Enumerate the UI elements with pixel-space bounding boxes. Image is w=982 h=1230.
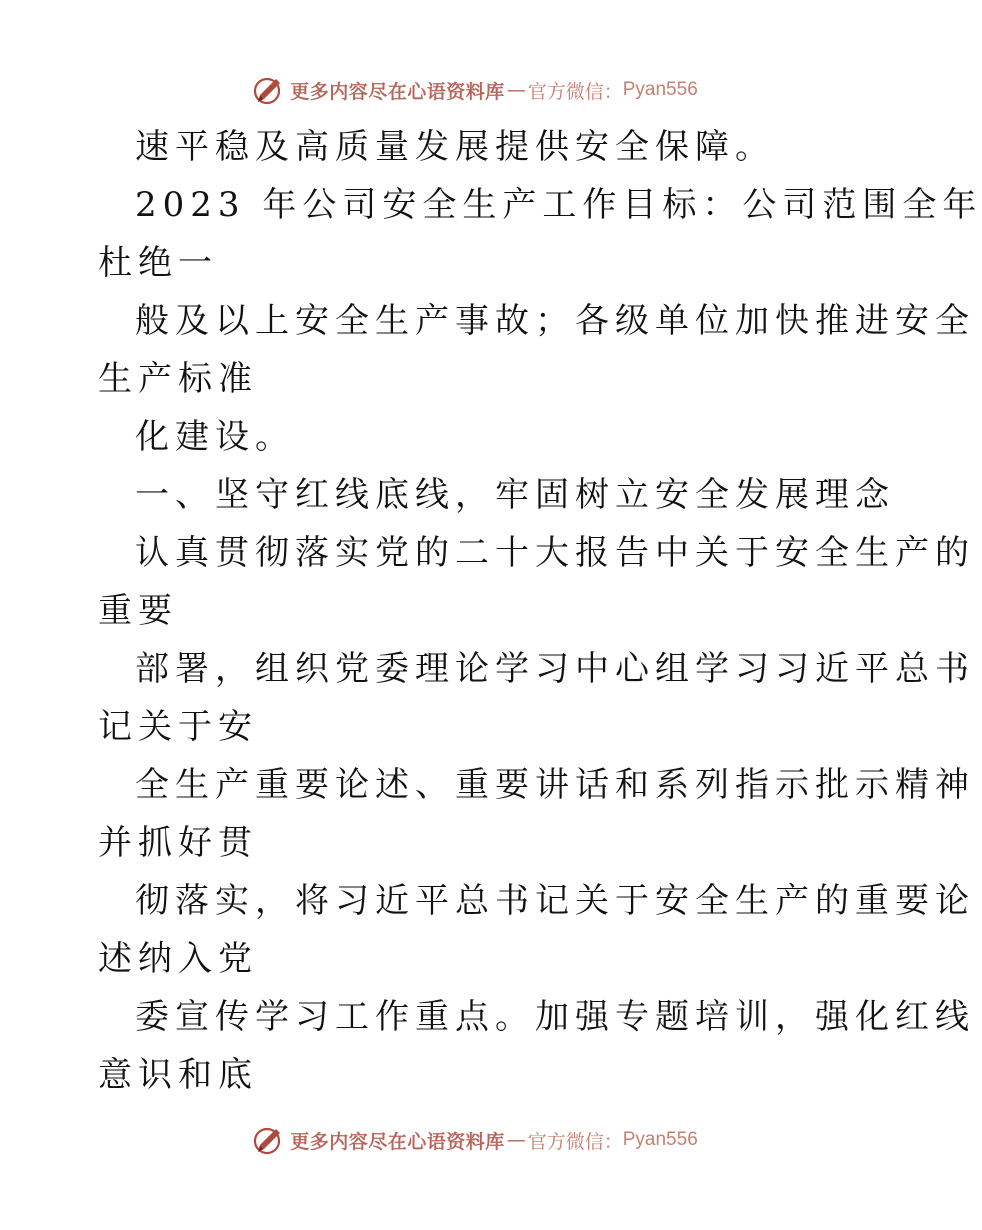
footer-watermark — [0, 1120, 950, 1160]
watermark-wechat-label: 官方微信： — [527, 1130, 623, 1153]
body-line: 并抓好贯 — [98, 823, 258, 863]
body-line: 意识和底 — [98, 1055, 258, 1095]
header-watermark — [0, 70, 950, 110]
body-line: 重要 — [98, 591, 178, 631]
body-line: 速平稳及高质量发展提供安全保障。 — [135, 127, 775, 167]
body-line: 生产标准 — [98, 359, 258, 399]
body-line: 全生产重要论述、重要讲话和系列指示批示精神 — [135, 765, 975, 805]
body-line: 记关于安 — [98, 707, 258, 747]
body-line: 述纳入党 — [98, 939, 258, 979]
watermark-dash: — — [506, 79, 526, 101]
body-line: 部署，组织党委理论学习中心组学习习近平总书 — [135, 649, 975, 689]
watermark-wechat-label: 官方微信： — [527, 80, 623, 103]
watermark-wechat-id: Pyan556 — [622, 1129, 698, 1150]
body-line: 认真贯彻落实党的二十大报告中关于安全生产的 — [135, 533, 975, 573]
pen-logo-icon — [252, 73, 286, 107]
body-line: 般及以上安全生产事故；各级单位加快推进安全 — [135, 301, 975, 341]
document-body — [98, 118, 982, 1104]
body-line: 杜绝一 — [98, 243, 218, 283]
body-line: 2023 年公司安全生产工作目标：公司范围全年 — [135, 185, 982, 225]
body-line: 委宣传学习工作重点。加强专题培训，强化红线 — [135, 997, 975, 1037]
section-heading: 一、坚守红线底线，牢固树立安全发展理念 — [135, 475, 895, 515]
watermark-wechat-id: Pyan556 — [622, 79, 698, 100]
body-line: 彻落实，将习近平总书记关于安全生产的重要论 — [135, 881, 975, 921]
watermark-dash: — — [506, 1129, 526, 1151]
watermark-site-name: 更多内容尽在心语资料库 — [290, 1130, 505, 1153]
pen-logo-icon — [252, 1123, 286, 1157]
watermark-site-name: 更多内容尽在心语资料库 — [290, 80, 505, 103]
body-line: 化建设。 — [135, 417, 295, 457]
